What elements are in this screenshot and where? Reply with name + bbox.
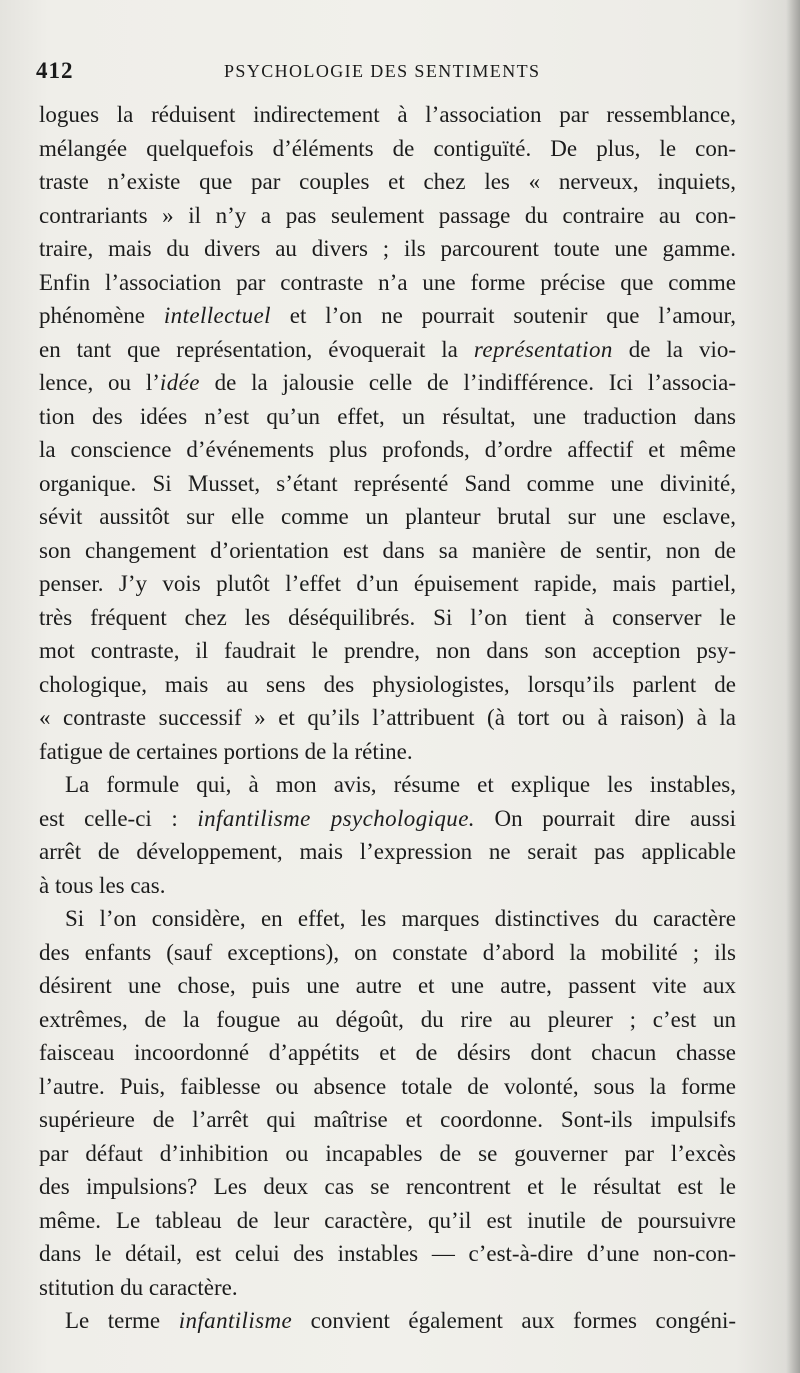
text-line: très fréquent chez les déséquilibrés. Si l’on tient à conserver le (39, 604, 736, 630)
text-line: « contraste successif » et qu’ils l’attribuent (à tort ou à raison) à la (39, 705, 736, 730)
text-line: faisceau incoordonné d’appétits et de désirs dont chacun chasse (39, 1040, 736, 1065)
text-line: stitution du caractère. (39, 1274, 238, 1300)
page-header (36, 58, 736, 88)
italic-text: infantilisme psychologique. (197, 805, 475, 831)
text-line: penser. J’y vois plutôt l’effet d’un épuisement rapide, mais partiel, (39, 571, 736, 596)
text-line: par défaut d’inhibition ou incapables de se gouverner par l’excès (39, 1140, 736, 1166)
page-edge-shadow (786, 0, 800, 1373)
text-line: mélangée quelquefois d’éléments de contiguïté. De plus, le con- (39, 135, 736, 161)
text-line: organique. Si Musset, s’étant représenté Sand comme une divinité, (39, 470, 736, 496)
text-line: contrariants » il n’y a pas seulement passage du contraire au con- (39, 202, 736, 228)
text-line: traste n’existe que par couples et chez les « nerveux, inquiets, (39, 169, 736, 194)
italic-text: intellectuel (163, 303, 271, 328)
italic-text: infantilisme (178, 1308, 293, 1333)
text-line: même. Le tableau de leur caractère, qu’il est inutile de poursuivre (39, 1207, 736, 1233)
text-line: traire, mais du divers au divers ; ils parcourent toute une gamme. (39, 236, 736, 261)
text-run: convient également aux formes congéni- (292, 1308, 736, 1333)
text-line: Enfin l’association par contraste n’a une forme précise que comme (39, 269, 736, 295)
text-run: est celle-ci : (39, 805, 198, 831)
text-line: mot contraste, il faudrait le prendre, non dans son acception psy- (39, 638, 736, 663)
text-line: logues la réduisent indirectement à l’association par ressemblance, (39, 102, 736, 127)
text-line: son changement d’orientation est dans sa manière de sentir, non de (39, 537, 736, 563)
text-line: des enfants (sauf exceptions), on constate d’abord la mobilité ; ils (39, 939, 736, 965)
text-line (39, 1304, 736, 1338)
text-line: des impulsions? Les deux cas se rencontrent et le résultat est le (39, 1174, 736, 1199)
text-line (39, 333, 736, 367)
page-number: 412 (36, 58, 74, 83)
text-line: la conscience d’événements plus profonds, d’ordre affectif et même (39, 437, 736, 462)
text-line (39, 366, 736, 400)
body-text (39, 98, 736, 1338)
text-run: et l’on ne pourrait soutenir que l’amour, (270, 303, 737, 328)
running-title: PSYCHOLOGIE DES SENTIMENTS (224, 61, 541, 81)
text-line: dans le détail, est celui des instables — c’est-à-dire d’une non-con- (39, 1241, 736, 1266)
text-line: désirent une chose, puis une autre et une autre, passent vite aux (39, 973, 736, 998)
text-run: de la vio- (612, 336, 737, 362)
text-run: en tant que représentation, évoquerait la (39, 336, 474, 362)
text-run: lence, ou l’ (39, 370, 160, 395)
text-line: La formule qui, à mon avis, résume et explique les instables, (65, 772, 736, 797)
italic-text: représentation (473, 336, 613, 362)
text-run: de la jalousie celle de l’indifférence. Ici l’associa- (199, 370, 736, 395)
text-line: supérieure de l’arrêt qui maîtrise et coordonne. Sont-ils impulsifs (39, 1107, 736, 1132)
text-line: Si l’on considère, en effet, les marques distinctives du caractère (65, 906, 736, 931)
text-run: phénomène (39, 303, 164, 328)
text-run: On pourrait dire aussi (474, 805, 736, 831)
text-line: arrêt de développement, mais l’expression ne serait pas applicable (39, 839, 736, 864)
text-line (39, 299, 736, 333)
text-line: extrêmes, de la fougue au dégoût, du rire au pleurer ; c’est un (39, 1006, 736, 1032)
text-line: l’autre. Puis, faiblesse ou absence totale de volonté, sous la forme (39, 1073, 736, 1099)
italic-text: idée (159, 370, 200, 395)
text-line: tion des idées n’est qu’un effet, un résultat, une traduction dans (39, 403, 736, 429)
text-run: Le terme (65, 1308, 179, 1333)
text-line (39, 802, 736, 836)
text-line: à tous les cas. (39, 872, 166, 898)
text-line: sévit aussitôt sur elle comme un planteur brutal sur une esclave, (39, 504, 736, 529)
text-line: fatigue de certaines portions de la rétine. (39, 738, 413, 764)
text-line: chologique, mais au sens des physiologistes, lorsqu’ils parlent de (39, 671, 736, 697)
